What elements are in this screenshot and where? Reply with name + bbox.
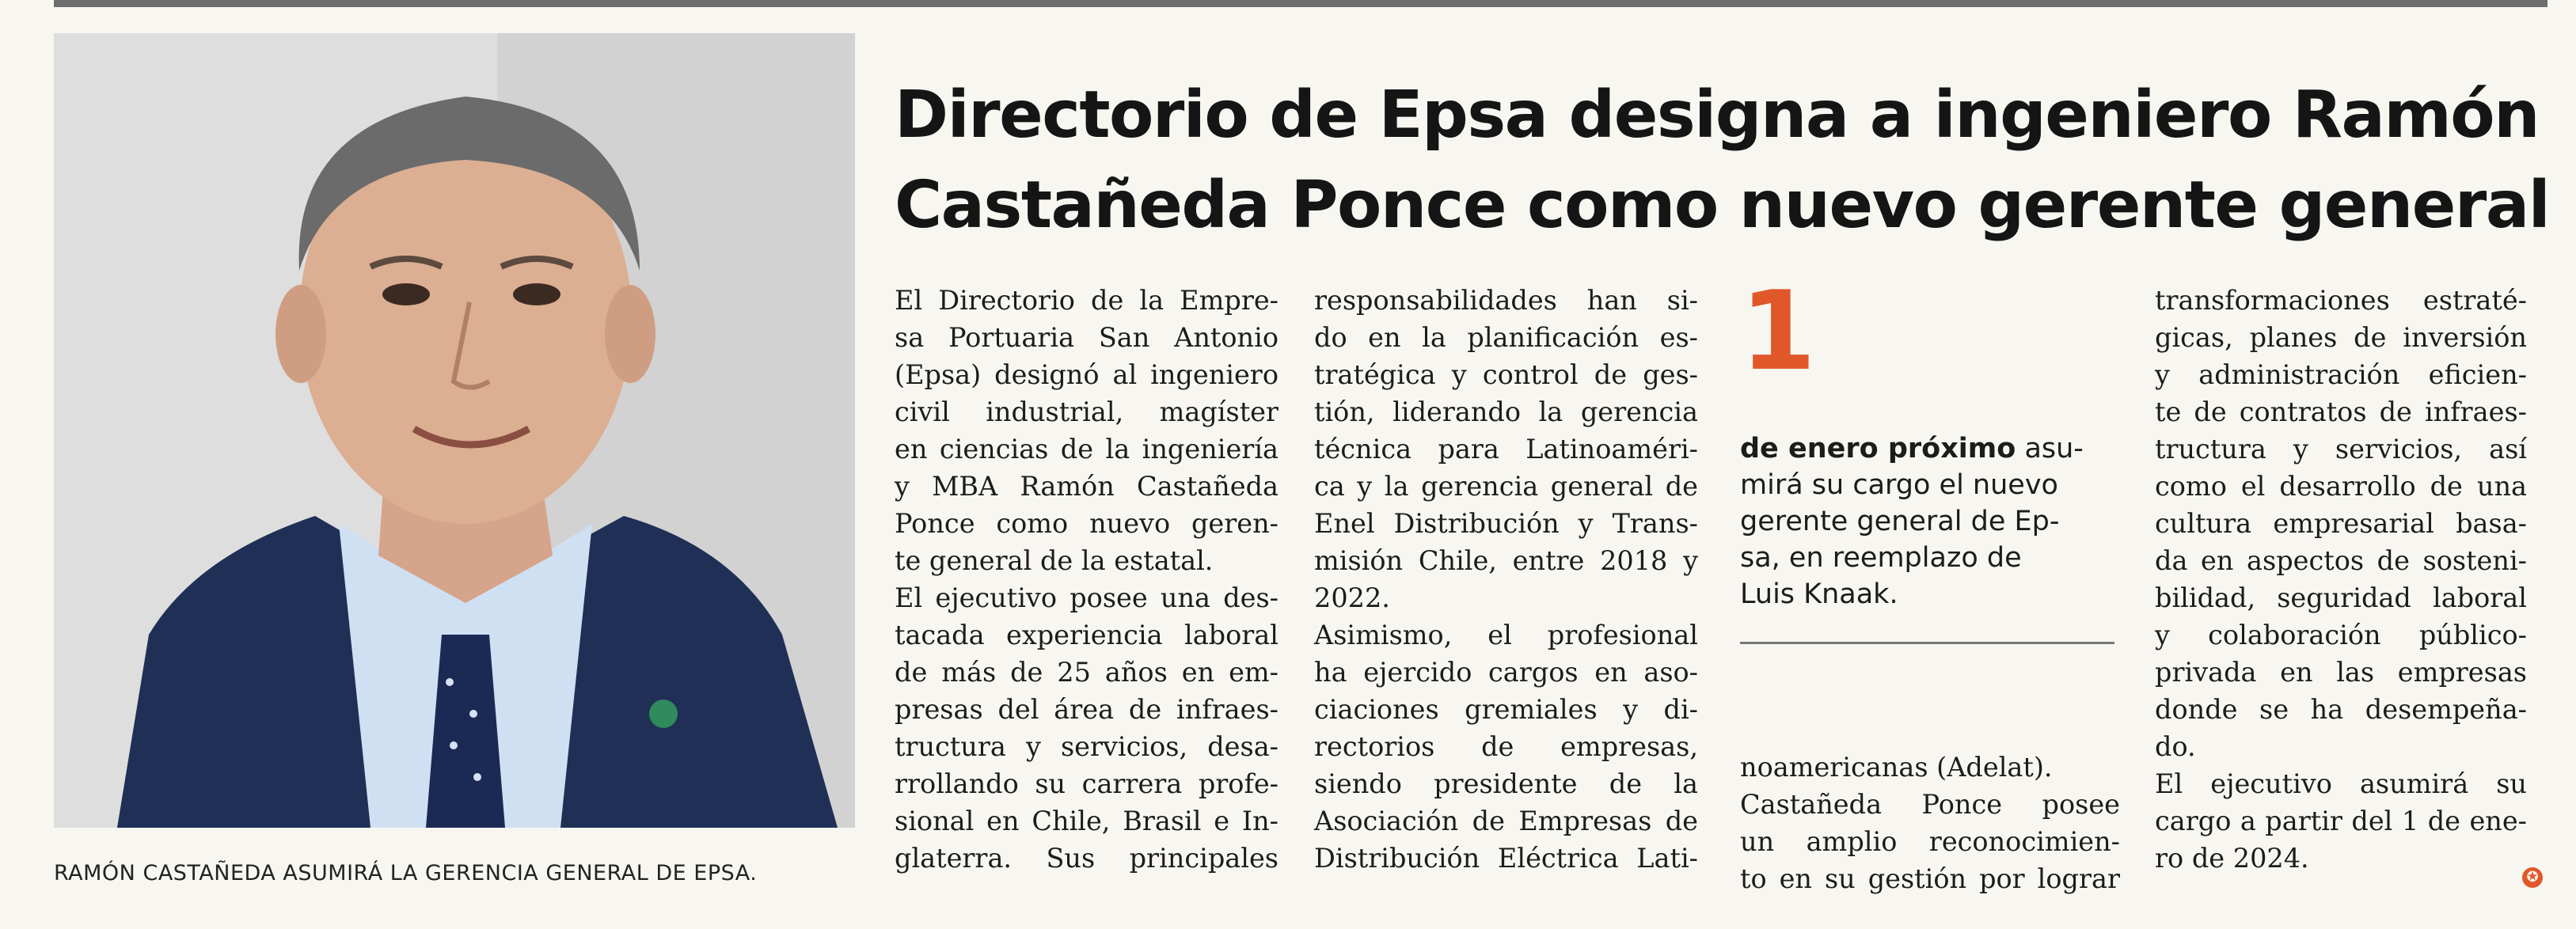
callout-line: mirá su cargo el nuevo xyxy=(1740,469,2058,501)
text-line: Ponce como nuevo geren- xyxy=(895,508,1279,539)
text-line: en ciencias de la ingeniería xyxy=(895,434,1279,464)
text-line: y colaboración público- xyxy=(2155,620,2527,650)
text-line: tructura y servicios, desa- xyxy=(895,731,1279,762)
callout-line: gerente general de Ep- xyxy=(1740,506,2060,537)
text-line: donde se ha desempeña- xyxy=(2155,694,2527,725)
text-line: y administración eficien- xyxy=(2155,359,2527,390)
text-line: Castañeda Ponce posee xyxy=(1740,789,2120,820)
text-line: noamericanas (Adelat). xyxy=(1740,752,2053,783)
text-line: sional en Chile, Brasil e In- xyxy=(895,806,1279,836)
text-line: técnica para Latinoaméri- xyxy=(1314,434,1698,464)
article-column-4 xyxy=(2155,282,2527,877)
text-line: to en su gestión por lograr xyxy=(1740,863,2120,894)
text-line: rrollando su carrera profe- xyxy=(895,768,1279,799)
text-line: ciaciones gremiales y di- xyxy=(1314,694,1698,725)
callout-line xyxy=(1740,430,2120,467)
text-line: presas del área de infraes- xyxy=(895,694,1279,725)
text-line: siendo presidente de la xyxy=(1314,768,1698,799)
text-line: bilidad, seguridad laboral xyxy=(2155,582,2527,613)
callout-line: Luis Knaak. xyxy=(1740,578,1898,610)
text-line: tacada experiencia laboral xyxy=(895,620,1279,650)
headline-line-2: Castañeda Ponce como nuevo gerente general xyxy=(895,167,2550,243)
text-line: Asimismo, el profesional xyxy=(1314,620,1698,650)
headline xyxy=(895,70,2557,251)
text-line: El Directorio de la Empre- xyxy=(895,285,1279,316)
text-line: como el desarrollo de una xyxy=(2155,471,2527,502)
text-line: te de contratos de infraes- xyxy=(2155,396,2527,427)
text-line: y MBA Ramón Castañeda xyxy=(895,471,1279,502)
callout-line: sa, en reemplazo de xyxy=(1740,542,2022,574)
portrait-illustration xyxy=(54,33,855,828)
text-line: te general de la estatal. xyxy=(895,545,1214,576)
text-line: gicas, planes de inversión xyxy=(2155,322,2527,353)
text-line: ha ejercido cargos en aso- xyxy=(1314,657,1698,688)
text-line: do. xyxy=(2155,731,2196,762)
text-line: da en aspectos de sosteni- xyxy=(2155,545,2527,576)
star-bullet-icon: ✪ xyxy=(2522,867,2543,888)
callout-number: 1 xyxy=(1740,267,1817,395)
text-line: tratégica y control de ges- xyxy=(1314,359,1698,390)
callout-quote xyxy=(1740,430,2120,612)
article-column-3 xyxy=(1740,749,2120,897)
text-line: sa Portuaria San Antonio xyxy=(895,322,1279,353)
text-line: transformaciones estraté- xyxy=(2155,285,2527,316)
callout-rest: asu- xyxy=(2016,433,2084,464)
text-line: civil industrial, magíster xyxy=(895,396,1279,427)
text-line: glaterra. Sus principales xyxy=(895,843,1279,874)
text-line: cargo a partir del 1 de ene- xyxy=(2155,806,2527,836)
text-line: tructura y servicios, así xyxy=(2155,434,2527,464)
text-line: Enel Distribución y Trans- xyxy=(1314,508,1698,539)
text-line: Distribución Eléctrica Lati- xyxy=(1314,843,1698,874)
text-line: El ejecutivo asumirá su xyxy=(2155,768,2527,799)
text-line: privada en las empresas xyxy=(2155,657,2527,688)
text-line: do en la planificación es- xyxy=(1314,322,1698,353)
article-column-1 xyxy=(895,282,1279,877)
text-line: responsabilidades han si- xyxy=(1314,285,1698,316)
headline-line-1: Directorio de Epsa designa a ingeniero Ramón xyxy=(895,77,2539,153)
top-rule xyxy=(54,0,2548,7)
text-line: tión, liderando la gerencia xyxy=(1314,396,1698,427)
text-line: un amplio reconocimien- xyxy=(1740,826,2120,857)
article-column-2 xyxy=(1314,282,1698,877)
text-line: misión Chile, entre 2018 y xyxy=(1314,545,1698,576)
text-line: de más de 25 años en em- xyxy=(895,657,1279,688)
text-line: ca y la gerencia general de xyxy=(1314,471,1698,502)
text-line: (Epsa) designó al ingeniero xyxy=(895,359,1279,390)
text-line: Asociación de Empresas de xyxy=(1314,806,1698,836)
callout-divider xyxy=(1740,642,2114,644)
text-line: El ejecutivo posee una des- xyxy=(895,582,1279,613)
text-line: rectorios de empresas, xyxy=(1314,731,1698,762)
photo-caption: RAMÓN CASTAÑEDA ASUMIRÁ LA GERENCIA GENERAL DE EPSA. xyxy=(54,861,758,885)
portrait-photo xyxy=(54,33,855,828)
text-line: ro de 2024. xyxy=(2155,843,2309,874)
text-line: 2022. xyxy=(1314,582,1390,613)
text-line: cultura empresarial basa- xyxy=(2155,508,2527,539)
callout-bold: de enero próximo xyxy=(1740,433,2016,464)
